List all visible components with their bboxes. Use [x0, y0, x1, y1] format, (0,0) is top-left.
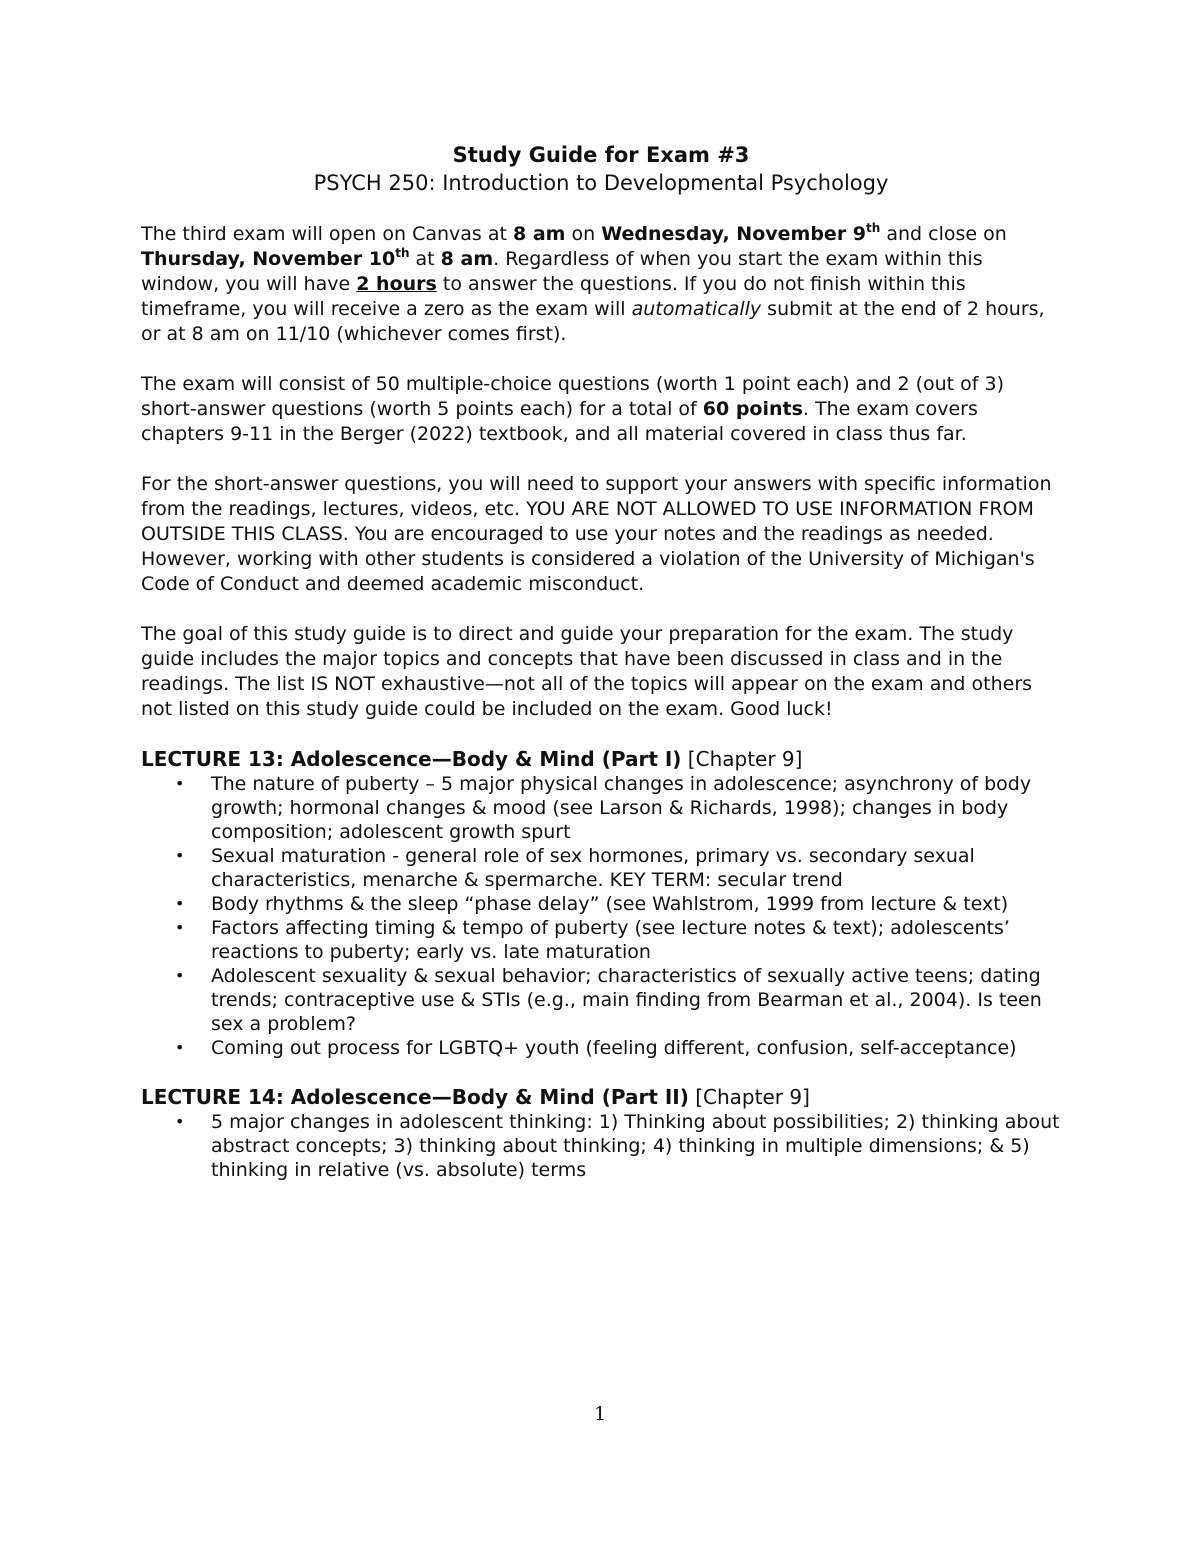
lecture-13-topics	[141, 772, 1061, 1060]
page-title: Study Guide for Exam #3	[452, 143, 750, 167]
short-answer-paragraph: For the short-answer questions, you will need to support your answers with specific information from the readings, lectures, videos, etc. YOU ARE NOT ALLOWED TO USE INFORMATION FROM OUTSIDE THIS CLASS. You are encouraged to use your notes and the readings as needed. However, working with other students is considered a violation of the University of Michigan's Code of Conduct and deemed academic misconduct.	[141, 473, 1052, 595]
list-item: • The nature of puberty – 5 major physical changes in adolescence; asynchrony of body growth; hormonal changes & mood (see Larson & Richards, 1998); changes in body composition; adolescent growth spurt	[175, 773, 1032, 843]
bullet-icon: •	[175, 918, 185, 937]
lecture-14-topics	[141, 1110, 1061, 1182]
study-guide-goal-paragraph: The goal of this study guide is to direct and guide your preparation for the exam. The study guide includes the major topics and concepts that have been discussed in class and in the readings. The list IS NOT exhaustive—not all of the topics will appear on the exam and others not listed on this study guide could be included on the exam. Good luck!	[141, 623, 1033, 720]
page-number: 1	[593, 1403, 607, 1425]
course-subtitle: PSYCH 250: Introduction to Developmental Psychology	[313, 171, 889, 195]
bullet-icon: •	[175, 894, 185, 913]
lecture-14-section	[141, 1085, 1061, 1182]
bullet-icon: •	[175, 846, 185, 865]
list-item: • Body rhythms & the sleep “phase delay” (see Wahlstrom, 1999 from lecture & text)	[175, 893, 1009, 915]
bullet-icon: •	[175, 774, 185, 793]
lecture-14-heading: LECTURE 14: Adolescence—Body & Mind (Part II) [Chapter 9]	[141, 1085, 810, 1109]
lecture-13-section	[141, 747, 1061, 1060]
bullet-icon: •	[175, 1112, 185, 1131]
list-item: • Factors affecting timing & tempo of puberty (see lecture notes & text); adolescents’ reactions to puberty; early vs. late maturation	[175, 917, 1010, 963]
list-item: • Coming out process for LGBTQ+ youth (feeling different, confusion, self-acceptance)	[175, 1037, 1017, 1059]
bullet-icon: •	[175, 1038, 185, 1057]
exam-schedule-paragraph: The third exam will open on Canvas at 8 am on Wednesday, November 9th and close on Thursday, November 10th at 8 am. Regardless of when you start the exam within this window, you will have 2 hours to answer the questions. If you do not finish within this timeframe, you will receive a zero as the exam will automatically submit at the end of 2 hours, or at 8 am on 11/10 (whichever comes first).	[141, 221, 1045, 345]
lecture-13-heading: LECTURE 13: Adolescence—Body & Mind (Part I) [Chapter 9]	[141, 747, 803, 771]
exam-format-paragraph: The exam will consist of 50 multiple-choice questions (worth 1 point each) and 2 (out of 3) short-answer questions (worth 5 points each) for a total of 60 points. The exam covers chapters 9-11 in the Berger (2022) textbook, and all material covered in class thus far.	[141, 373, 1005, 445]
list-item: • 5 major changes in adolescent thinking: 1) Thinking about possibilities; 2) thinking about abstract concepts; 3) thinking about thinking; 4) thinking in multiple dimensions; & 5) thinking in relative (vs. absolute) terms	[175, 1111, 1060, 1181]
list-item: • Sexual maturation - general role of sex hormones, primary vs. secondary sexual characteristics, menarche & spermarche. KEY TERM: secular trend	[175, 845, 975, 891]
bullet-icon: •	[175, 966, 185, 985]
document-page	[141, 141, 1061, 1207]
list-item: • Adolescent sexuality & sexual behavior; characteristics of sexually active teens; dating trends; contraceptive use & STIs (e.g., main finding from Bearman et al., 2004). Is teen sex a problem?	[175, 965, 1042, 1035]
